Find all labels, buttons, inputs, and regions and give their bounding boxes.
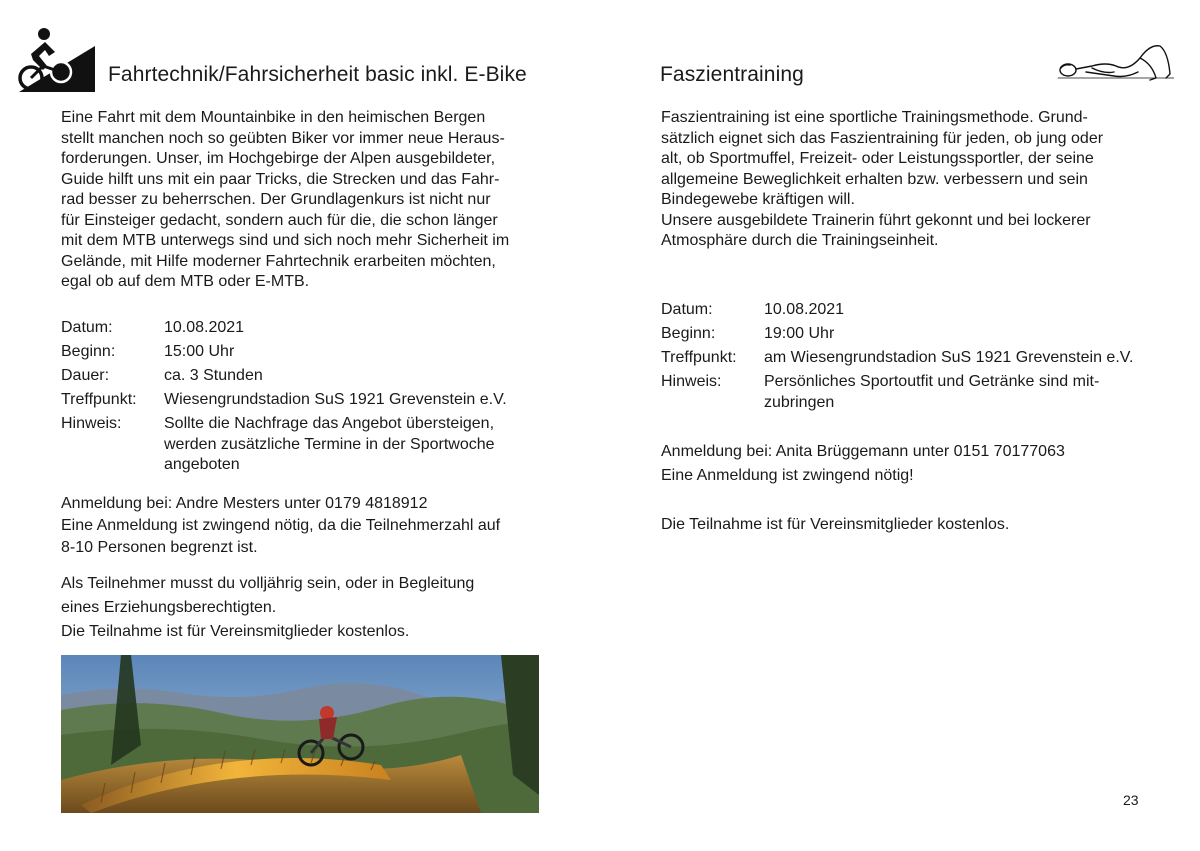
intro-line: Bindegewebe kräftigen will.	[661, 191, 855, 208]
detail-row	[661, 322, 1161, 346]
detail-line: angeboten	[164, 456, 240, 473]
intro-line: Guide hilft uns mit ein paar Tricks, die Strecken und das Fahr-	[61, 170, 500, 188]
left-details	[61, 316, 541, 476]
registration-line: 8-10 Personen begrenzt ist.	[61, 539, 258, 556]
detail-row	[61, 340, 541, 364]
detail-value: 19:00 Uhr	[764, 325, 835, 342]
participation-line: Als Teilnehmer musst du volljährig sein, oder in Begleitung	[61, 575, 475, 592]
detail-key: Beginn:	[61, 343, 116, 360]
intro-line: Eine Fahrt mit dem Mountainbike in den heimischen Bergen	[61, 109, 486, 126]
detail-line: Persönliches Sportoutfit und Getränke sind mit-	[764, 373, 1100, 390]
detail-row	[661, 370, 1161, 413]
detail-row	[61, 388, 541, 412]
left-title: Fahrtechnik/Fahrsicherheit basic inkl. E-Bike	[108, 63, 527, 86]
mountain-biker-on-wooden-ramp-photo	[61, 655, 539, 813]
right-participation	[661, 513, 1161, 537]
registration-line: Eine Anmeldung ist zwingend nötig, da die Teilnehmerzahl auf	[61, 517, 501, 534]
detail-key: Hinweis:	[661, 373, 722, 390]
detail-value: am Wiesengrundstadion SuS 1921 Grevenstein e.V.	[764, 349, 1134, 366]
detail-key: Beginn:	[661, 325, 716, 342]
intro-line: Faszientraining ist eine sportliche Trainingsmethode. Grund-	[661, 109, 1088, 126]
intro-line: stellt manchen noch so geübten Biker vor immer neue Heraus-	[61, 129, 505, 147]
intro-line: Gelände, mit Hilfe moderner Fahrtechnik erarbeiten möchten,	[61, 252, 496, 270]
detail-value: 10.08.2021	[764, 301, 845, 318]
detail-value	[164, 412, 541, 476]
right-intro	[661, 108, 1139, 252]
detail-row	[61, 412, 541, 476]
right-registration	[661, 440, 1161, 488]
intro-line: mit dem MTB unterwegs sind und sich noch mehr Sicherheit im	[61, 232, 510, 249]
detail-value: Wiesengrundstadion SuS 1921 Grevenstein e.V.	[164, 391, 507, 408]
right-details	[661, 298, 1161, 413]
left-participation	[61, 572, 551, 644]
detail-line: werden zusätzliche Termine in der Sportwoche	[164, 435, 495, 453]
intro-line: für Einsteiger gedacht, sondern auch für die, die schon länger	[61, 211, 498, 229]
page-number: 23	[1123, 792, 1139, 808]
detail-key: Dauer:	[61, 367, 110, 384]
detail-row	[61, 364, 541, 388]
detail-line: zubringen	[764, 393, 835, 411]
participation-line: Die Teilnahme ist für Vereinsmitglieder kostenlos.	[61, 623, 410, 640]
detail-key: Treffpunkt:	[661, 349, 737, 366]
detail-key: Treffpunkt:	[61, 391, 137, 408]
detail-key: Hinweis:	[61, 415, 122, 432]
participation-line: eines Erziehungsberechtigten.	[61, 599, 277, 616]
intro-line: sätzlich eignet sich das Faszientraining für jeden, ob jung oder	[661, 129, 1104, 147]
stretching-person-icon	[1056, 38, 1174, 84]
left-registration	[61, 493, 551, 559]
intro-line: alt, ob Sportmuffel, Freizeit- oder Leistungssportler, der seine	[661, 150, 1094, 167]
detail-row	[661, 346, 1161, 370]
right-title: Faszientraining	[660, 63, 804, 86]
detail-value: 15:00 Uhr	[164, 343, 235, 360]
detail-row	[61, 316, 541, 340]
registration-line: Eine Anmeldung ist zwingend nötig!	[661, 467, 914, 484]
participation-line: Die Teilnahme ist für Vereinsmitglieder kostenlos.	[661, 516, 1010, 533]
intro-line: Atmosphäre durch die Trainingseinheit.	[661, 232, 939, 249]
detail-key: Datum:	[661, 301, 713, 318]
intro-line: allgemeine Beweglichkeit erhalten bzw. verbessern und sein	[661, 170, 1088, 188]
intro-line: egal ob auf dem MTB oder E-MTB.	[61, 273, 310, 290]
intro-line: forderungen. Unser, im Hochgebirge der Alpen ausgebildeter,	[61, 150, 496, 167]
registration-line: Anmeldung bei: Andre Mesters unter 0179 4818912	[61, 495, 428, 512]
detail-value	[764, 370, 1161, 413]
detail-row	[661, 298, 1161, 322]
intro-line: rad besser zu beherrschen. Der Grundlagenkurs ist nicht nur	[61, 191, 491, 208]
left-intro	[61, 108, 539, 293]
mountain-bike-icon	[17, 26, 97, 94]
detail-value: 10.08.2021	[164, 319, 245, 336]
intro-line: Unsere ausgebildete Trainerin führt gekonnt und bei lockerer	[661, 211, 1091, 229]
detail-line: Sollte die Nachfrage das Angebot übersteigen,	[164, 415, 495, 432]
detail-key: Datum:	[61, 319, 113, 336]
registration-line: Anmeldung bei: Anita Brüggemann unter 0151 70177063	[661, 443, 1065, 460]
detail-value: ca. 3 Stunden	[164, 367, 263, 384]
